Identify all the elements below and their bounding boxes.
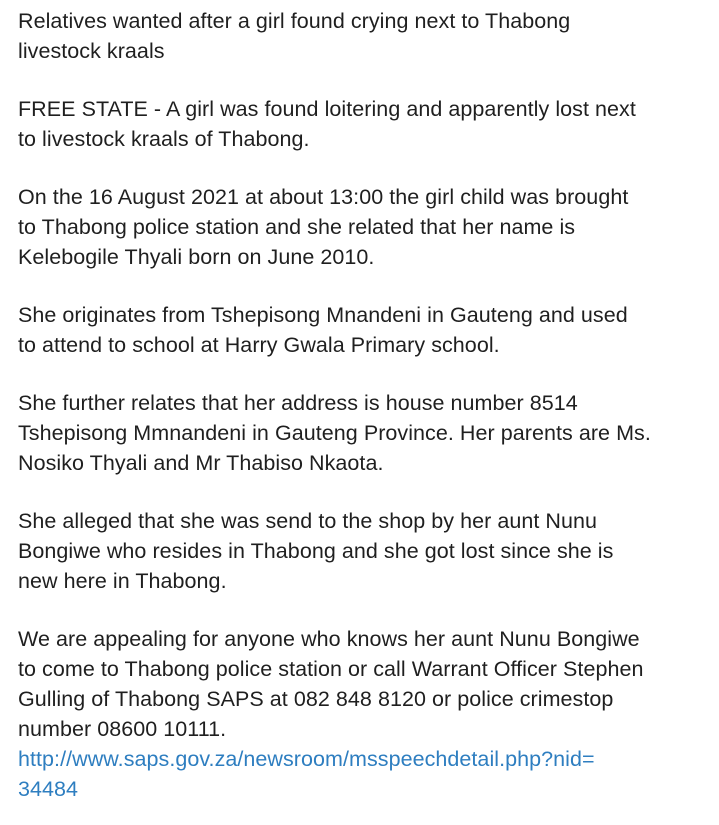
paragraph-address: She further relates that her address is house number 8514 Tshepisong Mmnandeni in Gauteng Province. Her parents are Ms. Nosiko Thyali and Mr Thabiso Nkaota. bbox=[18, 391, 651, 475]
post-title: Relatives wanted after a girl found crying next to Thabong livestock kraals bbox=[18, 9, 571, 63]
paragraph-incident: On the 16 August 2021 at about 13:00 the girl child was brought to Thabong police station and she related that her name is Kelebogile Thyali born on June 2010. bbox=[18, 185, 629, 269]
paragraph-allegation: She alleged that she was send to the shop by her aunt Nunu Bongiwe who resides in Thabong and she got lost since she is new here in Thabong. bbox=[18, 509, 614, 593]
post-body bbox=[18, 6, 708, 804]
paragraph-location: FREE STATE - A girl was found loitering and apparently lost next to livestock kraals of Thabong. bbox=[18, 97, 636, 151]
paragraph-origin: She originates from Tshepisong Mnandeni in Gauteng and used to attend to school at Harry Gwala Primary school. bbox=[18, 303, 628, 357]
paragraph-appeal: We are appealing for anyone who knows her aunt Nunu Bongiwe to come to Thabong police station or call Warrant Officer Stephen Gulling of Thabong SAPS at 082 848 8120 or police crimestop number 08600 10111. bbox=[18, 627, 644, 741]
saps-newsroom-link[interactable]: http://www.saps.gov.za/newsroom/msspeechdetail.php?nid= 34484 bbox=[18, 747, 595, 801]
